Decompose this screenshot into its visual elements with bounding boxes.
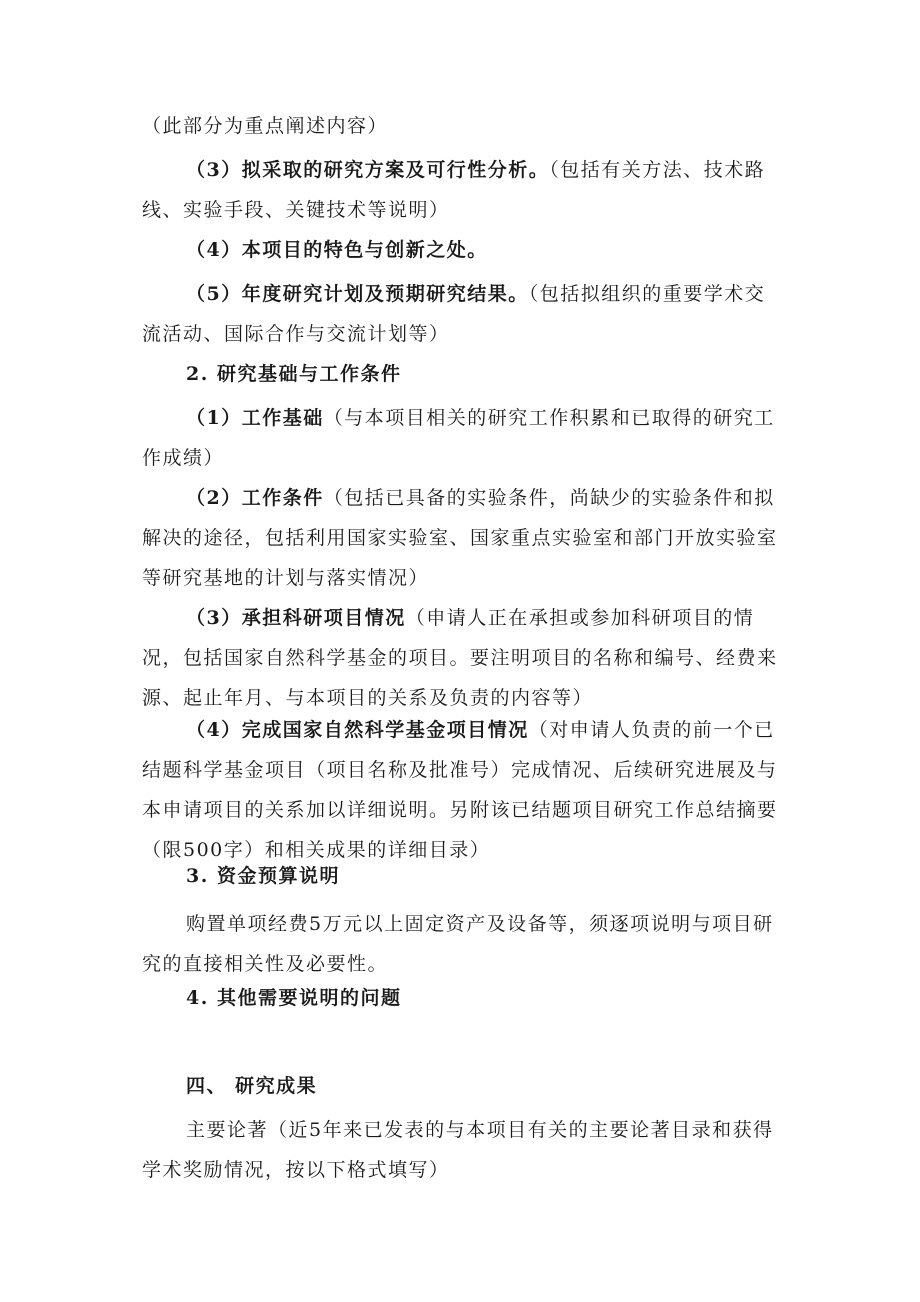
- section-4-title: 4. 其他需要说明的问题: [186, 987, 402, 1009]
- item-body: （与本项目相关的研究工作积累和已取得的研究工作成绩）: [142, 407, 775, 469]
- item-title: （4）完成国家自然科学基金项目情况: [186, 719, 529, 741]
- section-3-title: 3. 资金预算说明: [186, 865, 340, 887]
- item-body: （对申请人负责的前一个已结题科学基金项目（项目名称及批准号）完成情况、后续研究进展及与本申请项目的关系加以详细说明。另附该已结题项目研究工作总结摘要（限500字）和相关成果的详细目录）: [142, 719, 778, 861]
- item-4-features: [142, 230, 782, 270]
- item-1-work-foundation: [142, 398, 782, 478]
- item-title: （2）工作条件: [186, 487, 324, 509]
- item-body: （包括已具备的实验条件，尚缺少的实验条件和拟解决的途径，包括利用国家实验室、国家重点实验室和部门开放实验室等研究基地的计划与落实情况）: [142, 487, 778, 589]
- intro-note: （此部分为重点阐述内容）: [142, 115, 389, 137]
- item-title: （3）拟采取的研究方案及可行性分析。: [186, 159, 550, 181]
- section-2-title: 2. 研究基础与工作条件: [186, 363, 402, 385]
- item-3-plan: [142, 150, 782, 230]
- item-3-research-projects: [142, 598, 782, 718]
- item-title: （4）本项目的特色与创新之处。: [186, 239, 488, 261]
- item-title: （5）年度研究计划及预期研究结果。: [186, 283, 529, 305]
- item-body: （包括拟组织的重要学术交流活动、国际合作与交流计划等）: [142, 283, 766, 345]
- section-four-title: 四、 研究成果: [186, 1075, 318, 1097]
- item-body: （申请人正在承担或参加科研项目的情况，包括国家自然科学基金的项目。要注明项目的名称和编号、经费来源、起止年月、与本项目的关系及负责的内容等）: [142, 607, 778, 709]
- item-2-work-conditions: [142, 478, 782, 598]
- item-body: （包括有关方法、技术路线、实验手段、关键技术等说明）: [142, 159, 766, 221]
- section-four-body: 主要论著（近5年来已发表的与本项目有关的主要论著目录和获得学术奖励情况，按以下格式填写）: [142, 1119, 774, 1181]
- section-3-body: 购置单项经费5万元以上固定资产及设备等，须逐项说明与项目研究的直接相关性及必要性。: [142, 913, 774, 975]
- item-title: （1）工作基础: [186, 407, 324, 429]
- item-5-annual-plan: [142, 274, 782, 354]
- item-4-nsfc-projects: [142, 710, 782, 870]
- item-title: （3）承担科研项目情况: [186, 607, 406, 629]
